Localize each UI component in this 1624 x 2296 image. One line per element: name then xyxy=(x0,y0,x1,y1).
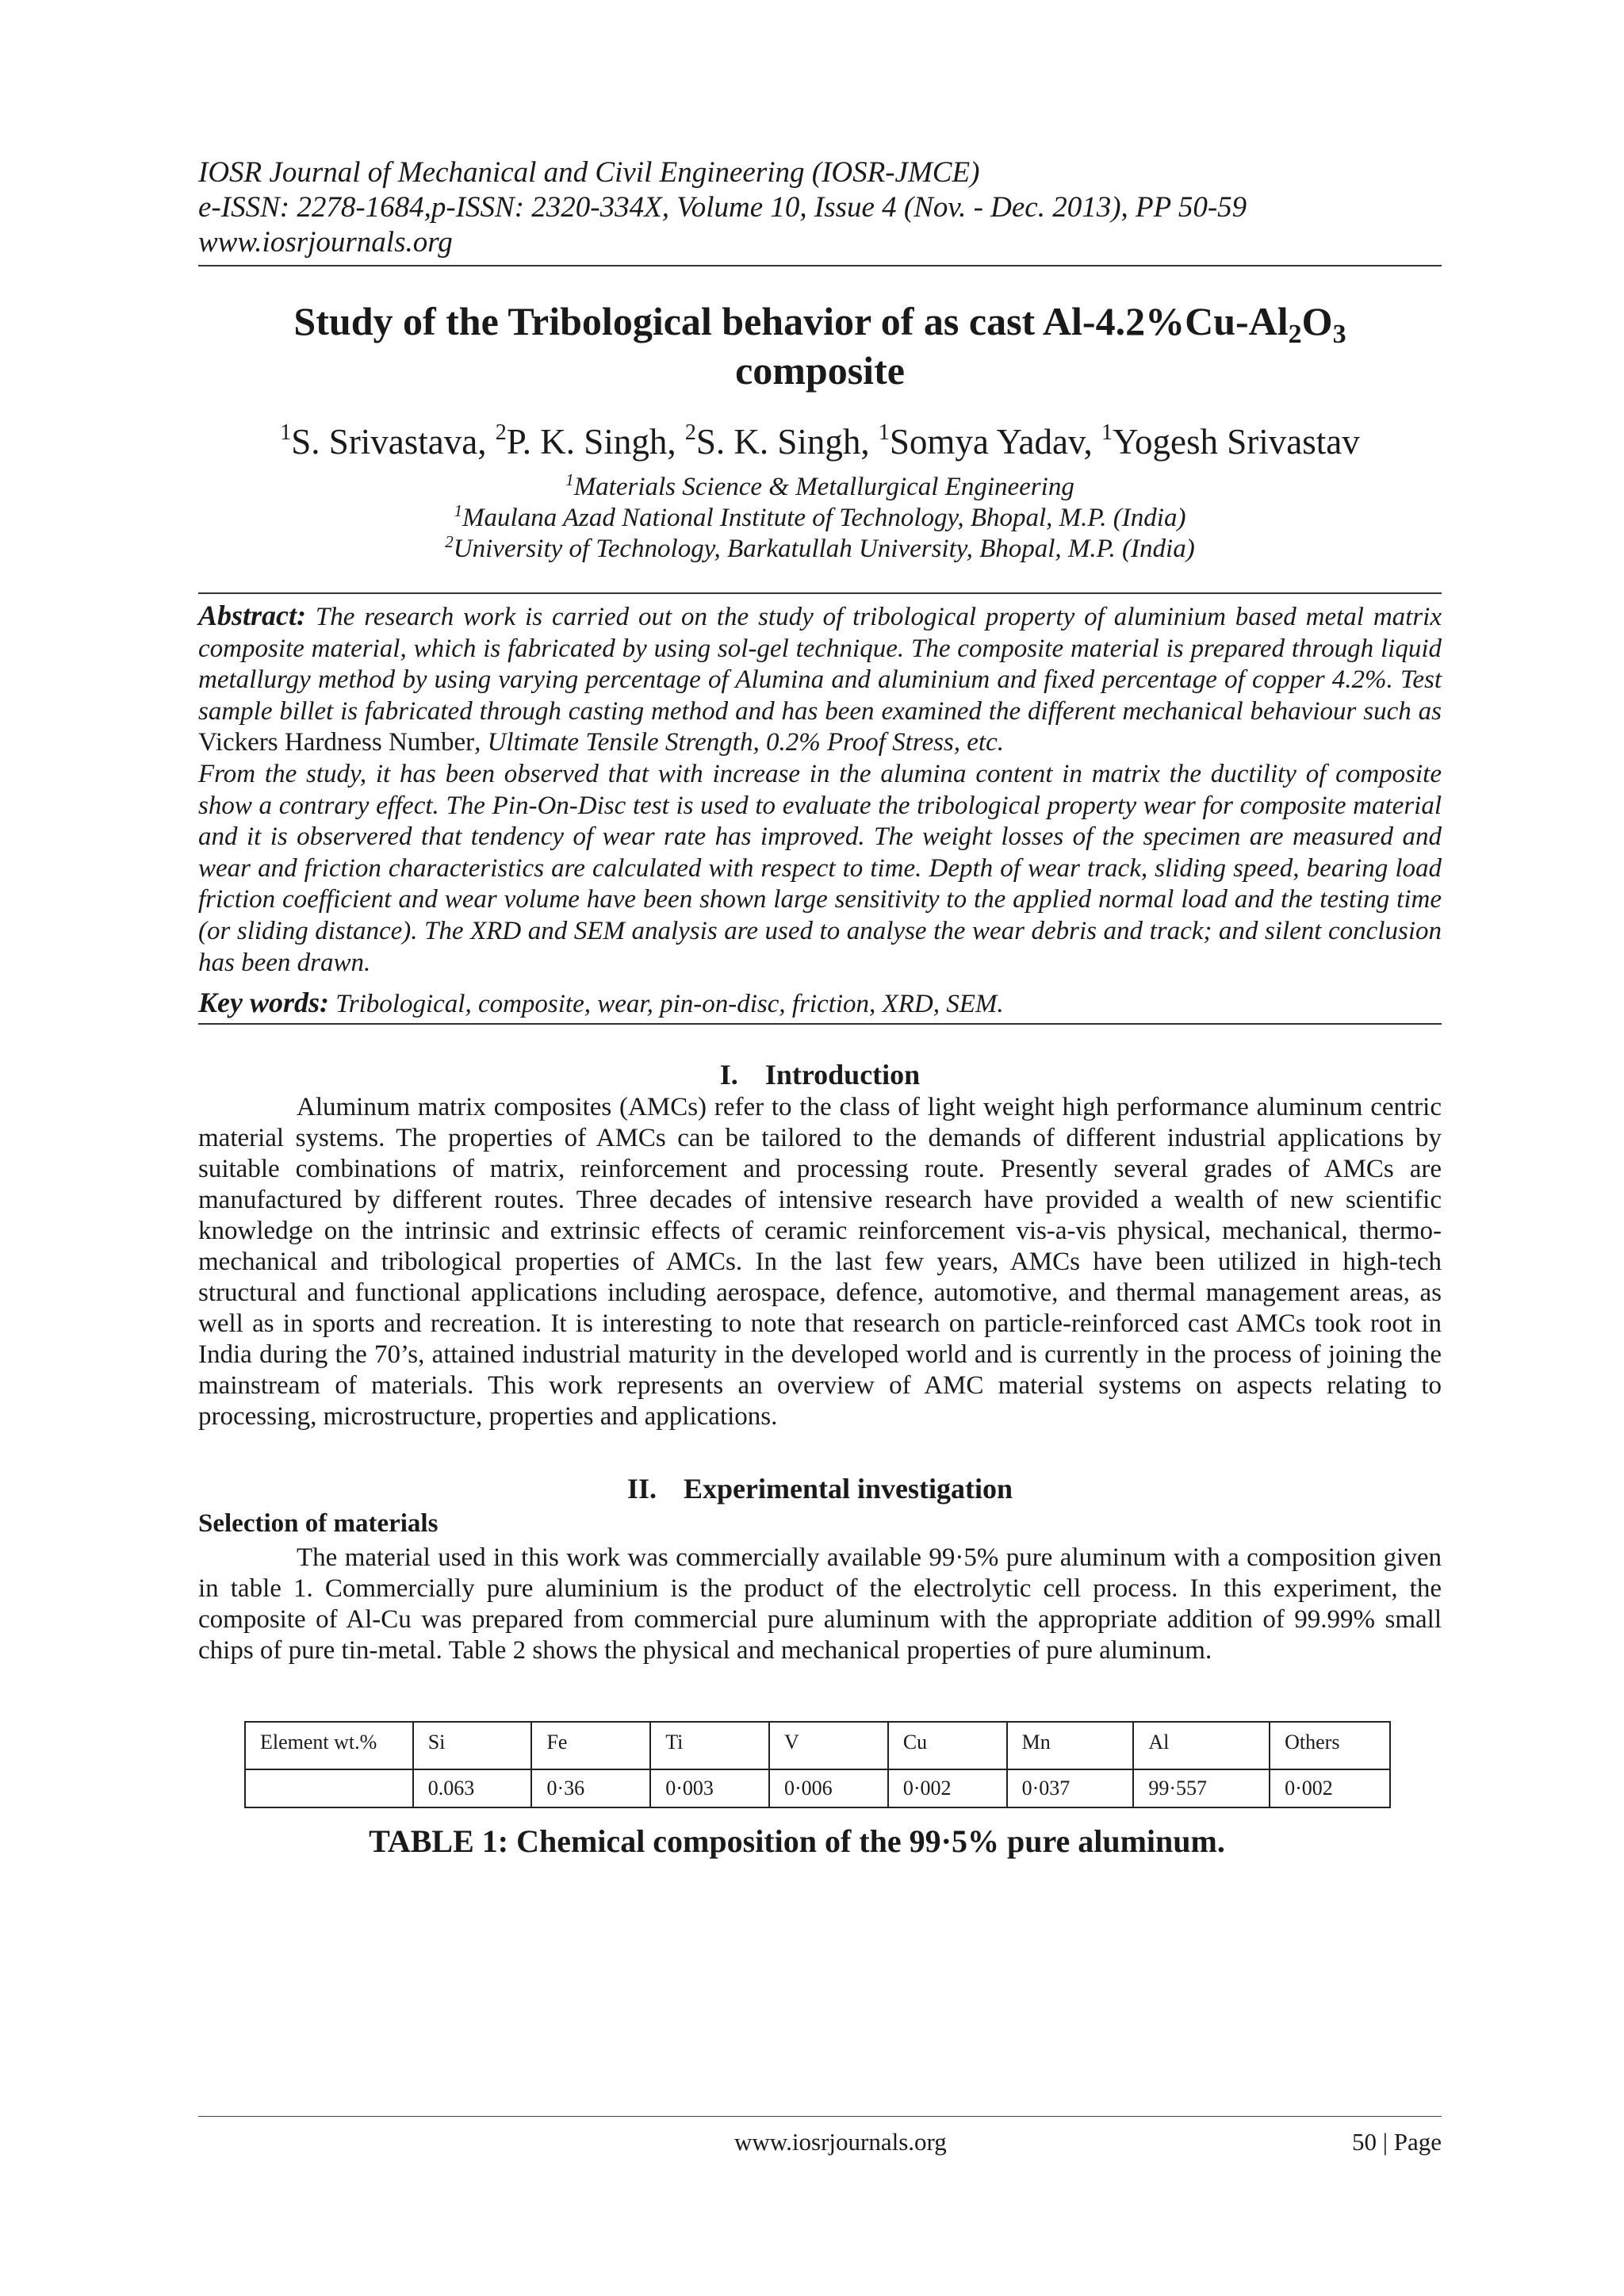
affiliation: $^1$Materials Science & Metallurgical Engineering xyxy=(565,470,1074,501)
table-row xyxy=(245,1769,1390,1807)
table-cell: 0·006 xyxy=(769,1769,888,1807)
footer-page-number: 50 | Page xyxy=(1352,2128,1442,2156)
table-cell: Fe xyxy=(531,1722,650,1769)
journal-name: IOSR Journal of Mechanical and Civil Engineering (IOSR-JMCE) xyxy=(198,156,980,189)
author: $^2$P. K. Singh, xyxy=(495,420,685,462)
table-cell: Others xyxy=(1270,1722,1390,1769)
table-cell: 0·003 xyxy=(650,1769,769,1807)
keywords-label: Key words: xyxy=(198,987,329,1018)
table-cell: 99·557 xyxy=(1133,1769,1270,1807)
table-cell: Al xyxy=(1133,1722,1270,1769)
paper-title: Study of the Tribological behavior of as cast $Al-4.2\%Cu-Al_2O_3$ composite xyxy=(293,299,1346,393)
table-cell: Mn xyxy=(1007,1722,1134,1769)
abstract-bottom-rule xyxy=(198,1023,1442,1025)
section-heading-introduction: I. Introduction xyxy=(719,1059,921,1091)
introduction-paragraph: Aluminum matrix composites (AMCs) refer to the class of light weight high performance aluminum centric material systems. The properties of AMCs can be tailored to the demands of different industrial applications by suitable combinations of matrix, reinforcement and processing route. Presently several grades of AMCs are manufactured by different routes. Three decades of intensive research have provided a wealth of new scientific knowledge on the intrinsic and extrinsic effects of ceramic reinforcement vis-a-vis physical, mechanical, thermo-mechanical and tribological properties of AMCs. In the last few years, AMCs have been utilized in high-tech structural and functional applications including aerospace, defence, automotive, and thermal management areas, as well as in sports and recreation. It is interesting to note that research on particle-reinforced cast AMCs took root in India during the 70’s, attained industrial maturity in the developed world and is currently in the process of joining the mainstream of materials. This work represents an overview of AMC material systems on aspects relating to processing, microstructure, properties and applications. xyxy=(198,1093,1442,1431)
journal-header xyxy=(198,155,1442,260)
journal-issn: e-ISSN: 2278-1684,p-ISSN: 2320-334X, Volume 10, Issue 4 (Nov. - Dec. 2013), PP 50-59 xyxy=(198,191,1247,224)
keywords: Key words: Tribological, composite, wear, pin-on-disc, friction, XRD, SEM. xyxy=(198,987,1004,1018)
affiliation: $^1$Maulana Azad National Institute of Technology, Bhopal, M.P. (India) xyxy=(454,501,1186,532)
affiliation: $^2$University of Technology, Barkatullah University, Bhopal, M.P. (India) xyxy=(445,532,1195,563)
table-cell xyxy=(245,1769,413,1807)
abstract-paragraph: From the study, it has been observed that with increase in the alumina content in matrix the ductility of composite show a contrary effect. The Pin-On-Disc test is used to evaluate the tribological property wear for composite material and it is observered that tendency of wear rate has improved. The weight losses of the specimen are measured and wear and friction characteristics are calculated with respect to time. Depth of wear track, sliding speed, bearing load friction coefficient and wear volume have been shown large sensitivity to the applied normal load and the testing time (or sliding distance). The XRD and SEM analysis are used to analyse the wear debris and track; and silent conclusion has been drawn. xyxy=(198,759,1442,977)
footer-rule xyxy=(198,2116,1442,2117)
table-cell: 0·36 xyxy=(531,1769,650,1807)
journal-website: www.iosrjournals.org xyxy=(198,226,453,259)
table-cell: Si xyxy=(413,1722,532,1769)
author-list xyxy=(198,420,1442,463)
table-cell: Ti xyxy=(650,1722,769,1769)
table-cell: 0·002 xyxy=(888,1769,1007,1807)
table-cell: 0.063 xyxy=(413,1769,532,1807)
abstract-label: Abstract: xyxy=(198,600,307,631)
table-cell: 0·037 xyxy=(1007,1769,1134,1807)
abstract-top-rule xyxy=(198,592,1442,594)
subheading-selection-of-materials: Selection of materials xyxy=(198,1509,439,1538)
materials-paragraph: The material used in this work was commercially available 99·5% pure aluminum with a composition given in table 1. Commercially pure aluminium is the product of the electrolytic cell process. In this experiment, the composite of Al-Cu was prepared from commercial pure aluminum with the appropriate addition of 99.99% small chips of pure tin-metal. Table 2 shows the physical and mechanical properties of pure aluminum. xyxy=(198,1543,1442,1665)
author: $^1$S. Srivastava, xyxy=(280,420,496,462)
section-heading-experimental: II. Experimental investigation xyxy=(626,1473,1013,1504)
table-cell: V xyxy=(769,1722,888,1769)
table-cell: Cu xyxy=(888,1722,1007,1769)
author: $^1$Somya Yadav, xyxy=(878,420,1101,462)
abstract xyxy=(198,600,1442,979)
author: $^2$S. K. Singh, xyxy=(684,420,879,462)
table-header-row xyxy=(245,1722,1390,1769)
abstract-paragraph: Abstract: The research work is carried out on the study of tribological property of aluminium based metal matrix composite material, which is fabricated by using sol-gel technique. The composite material is prepared through liquid metallurgy method by using varying percentage of Alumina and aluminium and fixed percentage of copper 4.2%. Test sample billet is fabricated through casting method and has been examined the different mechanical behaviour such as Vickers Hardness Number, Ultimate Tensile Strength, 0.2% Proof Stress, etc. xyxy=(198,600,1442,757)
header-rule xyxy=(198,265,1442,266)
table-caption: TABLE 1: Chemical composition of the 99·5% pure aluminum. xyxy=(369,1823,1225,1859)
footer-website: www.iosrjournals.org xyxy=(734,2128,947,2156)
table-cell: 0·002 xyxy=(1270,1769,1390,1807)
composition-table xyxy=(244,1721,1391,1808)
table-cell: Element wt.% xyxy=(245,1722,413,1769)
author: $^1$Yogesh Srivastav xyxy=(1101,420,1360,462)
